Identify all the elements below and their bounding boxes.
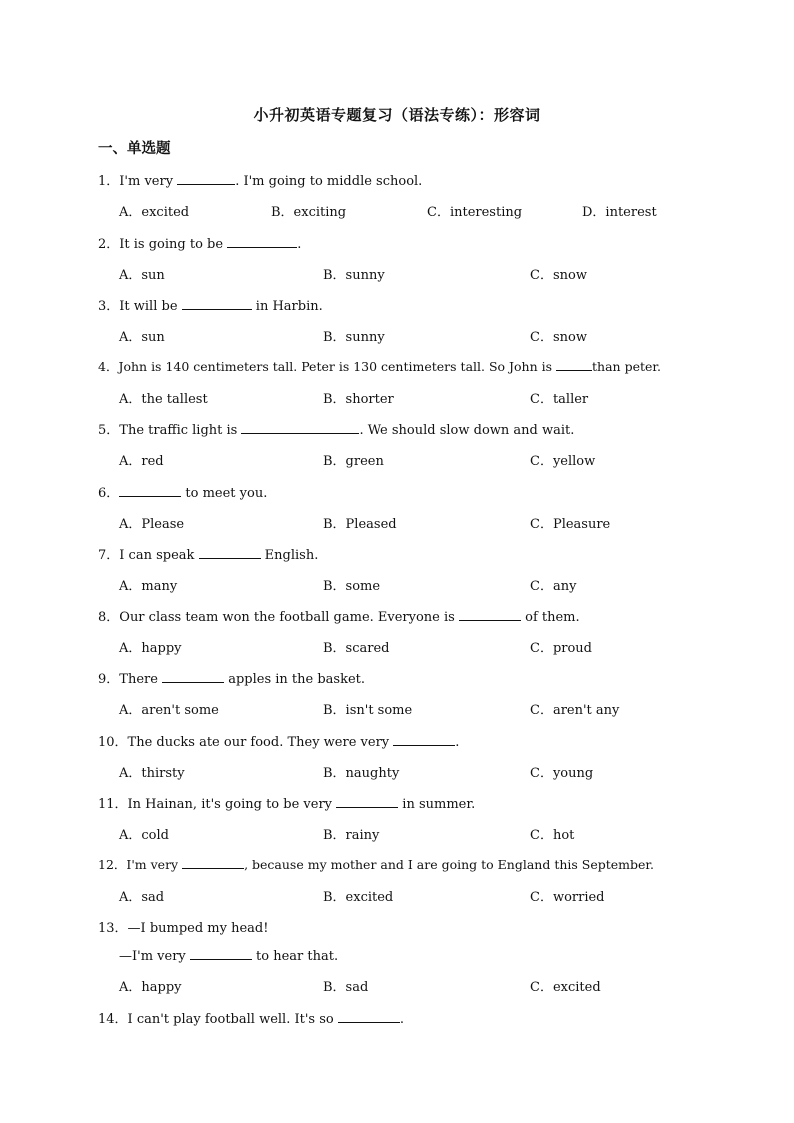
answer-blank xyxy=(182,856,244,869)
question-number: 12． xyxy=(98,857,127,872)
option-b[interactable]: B．exciting xyxy=(271,205,347,220)
option-b[interactable]: B．rainy xyxy=(323,828,380,843)
answer-blank xyxy=(241,421,359,434)
option-a[interactable]: A．red xyxy=(119,454,164,469)
option-a[interactable]: A．thirsty xyxy=(119,766,185,781)
question-stem-before: There xyxy=(119,672,163,687)
answer-blank xyxy=(336,795,398,808)
question-stem-after: . xyxy=(297,237,302,252)
option-c[interactable]: C．interesting xyxy=(427,205,523,220)
option-b[interactable]: B．Pleased xyxy=(323,517,397,532)
question-stem-before: It will be xyxy=(119,299,182,314)
question-stem-before: —I'm very xyxy=(119,949,190,964)
question-5 xyxy=(98,419,574,438)
option-a[interactable]: A．sun xyxy=(119,268,165,283)
question-stem-after: in Harbin. xyxy=(251,299,323,314)
option-c[interactable]: C．aren't any xyxy=(530,703,620,718)
question-stem-before: The ducks ate our food. They were very xyxy=(127,735,394,750)
question-number: 6． xyxy=(98,486,120,501)
option-c[interactable]: C．proud xyxy=(530,641,593,656)
answer-blank xyxy=(393,733,455,746)
question-number: 5． xyxy=(98,423,120,438)
answer-blank xyxy=(227,235,297,248)
option-a[interactable]: A．Please xyxy=(119,517,185,532)
question-13 xyxy=(98,917,268,936)
option-a[interactable]: A．happy xyxy=(119,641,182,656)
option-b[interactable]: B．sunny xyxy=(323,268,385,283)
question-1 xyxy=(98,170,422,189)
question-stem-after: than peter. xyxy=(592,359,661,374)
question-number: 14． xyxy=(98,1012,128,1027)
question-12 xyxy=(98,855,654,873)
option-c[interactable]: C．snow xyxy=(530,268,587,283)
question-number: 9． xyxy=(98,672,120,687)
question-stem-before: I'm very xyxy=(119,174,178,189)
question-stem-before: I can speak xyxy=(119,548,199,563)
question-number: 10． xyxy=(98,735,128,750)
question-8 xyxy=(98,606,580,625)
question-stem-after: to meet you. xyxy=(181,486,268,501)
question-stem-after: . xyxy=(455,735,460,750)
question-11 xyxy=(98,793,475,812)
answer-blank xyxy=(199,546,261,559)
option-b[interactable]: B．naughty xyxy=(323,766,400,781)
option-b[interactable]: B．shorter xyxy=(323,392,394,407)
question-number: 7． xyxy=(98,548,120,563)
option-b[interactable]: B．green xyxy=(323,454,384,469)
question-3 xyxy=(98,295,323,314)
question-number: 2． xyxy=(98,237,120,252)
question-stem-after: . xyxy=(399,1012,404,1027)
question-stem-after: English. xyxy=(260,548,319,563)
question-number: 4． xyxy=(98,359,119,374)
answer-blank xyxy=(177,172,235,185)
option-b[interactable]: B．isn't some xyxy=(323,703,413,718)
question-stem-before: The traffic light is xyxy=(119,423,242,438)
answer-blank xyxy=(459,608,521,621)
question-number: 3． xyxy=(98,299,120,314)
question-7 xyxy=(98,544,318,563)
option-c[interactable]: C．any xyxy=(530,579,577,594)
option-c[interactable]: C．yellow xyxy=(530,454,596,469)
question-number: 8． xyxy=(98,610,120,625)
question-stem-after: . We should slow down and wait. xyxy=(359,423,575,438)
question-13-line-2 xyxy=(119,947,338,964)
option-a[interactable]: A．the tallest xyxy=(119,392,208,407)
option-a[interactable]: A．cold xyxy=(119,828,169,843)
question-stem-after: . I'm going to middle school. xyxy=(235,174,423,189)
question-stem-before: I'm very xyxy=(126,857,183,872)
option-c[interactable]: C．excited xyxy=(530,980,601,995)
question-stem-after: of them. xyxy=(520,610,580,625)
option-d[interactable]: D．interest xyxy=(582,205,657,220)
question-stem-after: apples in the basket. xyxy=(224,672,365,687)
question-stem-after: in summer. xyxy=(398,797,476,812)
answer-blank xyxy=(556,358,592,371)
option-c[interactable]: C．worried xyxy=(530,890,605,905)
question-4 xyxy=(98,357,661,375)
option-a[interactable]: A．many xyxy=(119,579,178,594)
answer-blank xyxy=(162,670,224,683)
question-stem-before: It is going to be xyxy=(119,237,228,252)
option-a[interactable]: A．aren't some xyxy=(119,703,219,718)
question-stem-before: I can't play football well. It's so xyxy=(127,1012,338,1027)
question-number: 11． xyxy=(98,797,128,812)
page-title: 小升初英语专题复习（语法专练）：形容词 xyxy=(253,106,541,124)
option-c[interactable]: C．taller xyxy=(530,392,589,407)
option-c[interactable]: C．snow xyxy=(530,330,587,345)
option-b[interactable]: B．sad xyxy=(323,980,369,995)
answer-blank xyxy=(182,297,252,310)
answer-blank xyxy=(119,484,181,497)
question-2 xyxy=(98,233,301,252)
section-heading: 一、单选题 xyxy=(98,141,171,157)
question-stem-before: —I bumped my head! xyxy=(127,921,269,936)
answer-blank xyxy=(338,1010,400,1023)
option-b[interactable]: B．some xyxy=(323,579,381,594)
option-c[interactable]: C．Pleasure xyxy=(530,517,611,532)
option-c[interactable]: C．hot xyxy=(530,828,575,843)
question-10 xyxy=(98,731,459,750)
option-b[interactable]: B．excited xyxy=(323,890,394,905)
question-14 xyxy=(98,1008,404,1027)
question-number: 13． xyxy=(98,921,128,936)
option-a[interactable]: A．sad xyxy=(119,890,165,905)
option-a[interactable]: A．sun xyxy=(119,330,165,345)
question-stem-before: In Hainan, it's going to be very xyxy=(127,797,337,812)
answer-blank xyxy=(190,947,252,960)
question-stem-before: John is 140 centimeters tall. Peter is 130 centimeters tall. So John is xyxy=(118,359,557,374)
question-stem-after: to hear that. xyxy=(251,949,339,964)
question-9 xyxy=(98,668,365,687)
option-b[interactable]: B．sunny xyxy=(323,330,385,345)
option-a[interactable]: A．excited xyxy=(119,205,190,220)
question-6 xyxy=(98,482,267,501)
option-b[interactable]: B．scared xyxy=(323,641,390,656)
option-a[interactable]: A．happy xyxy=(119,980,182,995)
question-stem-after: , because my mother and I are going to England this September. xyxy=(244,857,654,872)
option-c[interactable]: C．young xyxy=(530,766,594,781)
question-number: 1． xyxy=(98,174,120,189)
question-stem-before: Our class team won the football game. Everyone is xyxy=(119,610,459,625)
